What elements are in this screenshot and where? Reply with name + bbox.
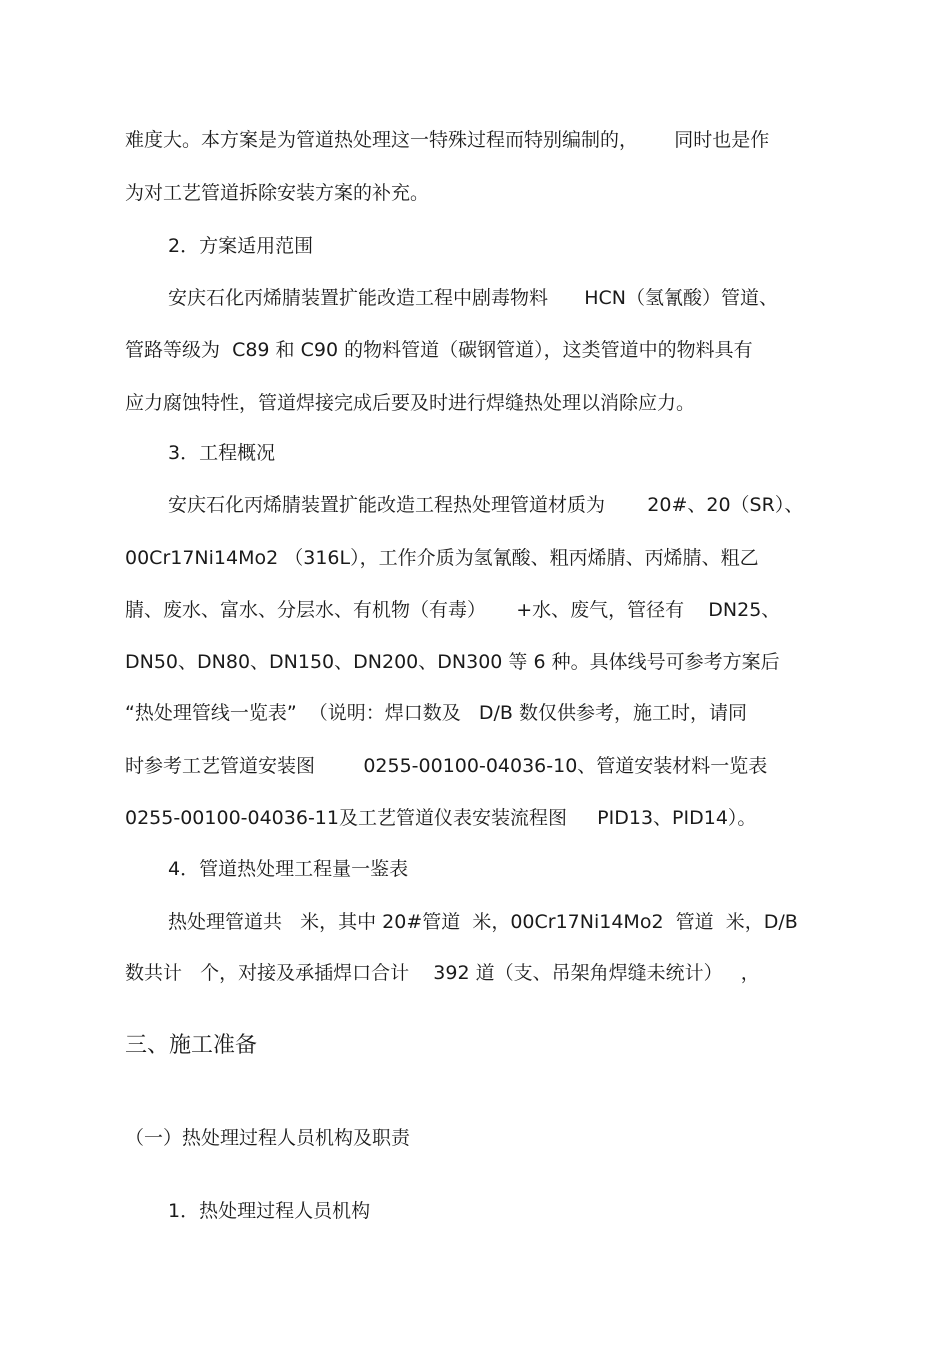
- paragraph-line: 难度大。本方案是为管道热处理这一特殊过程而特别编制的， 同时也是作: [125, 129, 770, 151]
- subheading-scope: 2．方案适用范围: [168, 235, 314, 257]
- paragraph-line: 00Cr17Ni14Mo2 （316L），工作介质为氢氰酸、粗丙烯腈、丙烯腈、粗乙: [125, 547, 759, 569]
- subsection-heading: （一）热处理过程人员机构及职责: [125, 1127, 411, 1149]
- paragraph-line: 热处理管道共 米，其中 20#管道 米，00Cr17Ni14Mo2 管道 米，D/B: [168, 911, 798, 933]
- section-heading: 三、施工准备: [125, 1033, 258, 1058]
- paragraph-line: 安庆石化丙烯腈装置扩能改造工程中剧毒物料 HCN（氢氰酸）管道、: [168, 287, 779, 309]
- paragraph-line: 数共计 个，对接及承插焊口合计 392 道（支、吊架角焊缝未统计） ，: [125, 962, 760, 984]
- subheading-quantity: 4．管道热处理工程量一鉴表: [168, 858, 409, 880]
- paragraph-line: DN50、DN80、DN150、DN200、DN300 等 6 种。具体线号可参考方案后: [125, 651, 780, 673]
- paragraph-line: “热处理管线一览表” （说明：焊口数及 D/B 数仅供参考，施工时，请同: [125, 702, 747, 724]
- paragraph-line: 0255-00100-04036-11及工艺管道仪表安装流程图 PID13、PID14）。: [125, 807, 757, 829]
- paragraph-line: 腈、废水、富水、分层水、有机物（有毒） +水、废气，管径有 DN25、: [125, 599, 781, 621]
- paragraph-line: 时参考工艺管道安装图 0255-00100-04036-10、管道安装材料一览表: [125, 755, 768, 777]
- paragraph-line: 为对工艺管道拆除安装方案的补充。: [125, 182, 430, 204]
- paragraph-line: 应力腐蚀特性，管道焊接完成后要及时进行焊缝热处理以消除应力。: [125, 392, 696, 414]
- paragraph-line: 安庆石化丙烯腈装置扩能改造工程热处理管道材质为 20#、20（SR）、: [168, 494, 804, 516]
- subheading-overview: 3．工程概况: [168, 442, 276, 464]
- item-heading: 1．热处理过程人员机构: [168, 1200, 371, 1222]
- paragraph-line: 管路等级为 C89 和 C90 的物料管道（碳钢管道），这类管道中的物料具有: [125, 339, 753, 361]
